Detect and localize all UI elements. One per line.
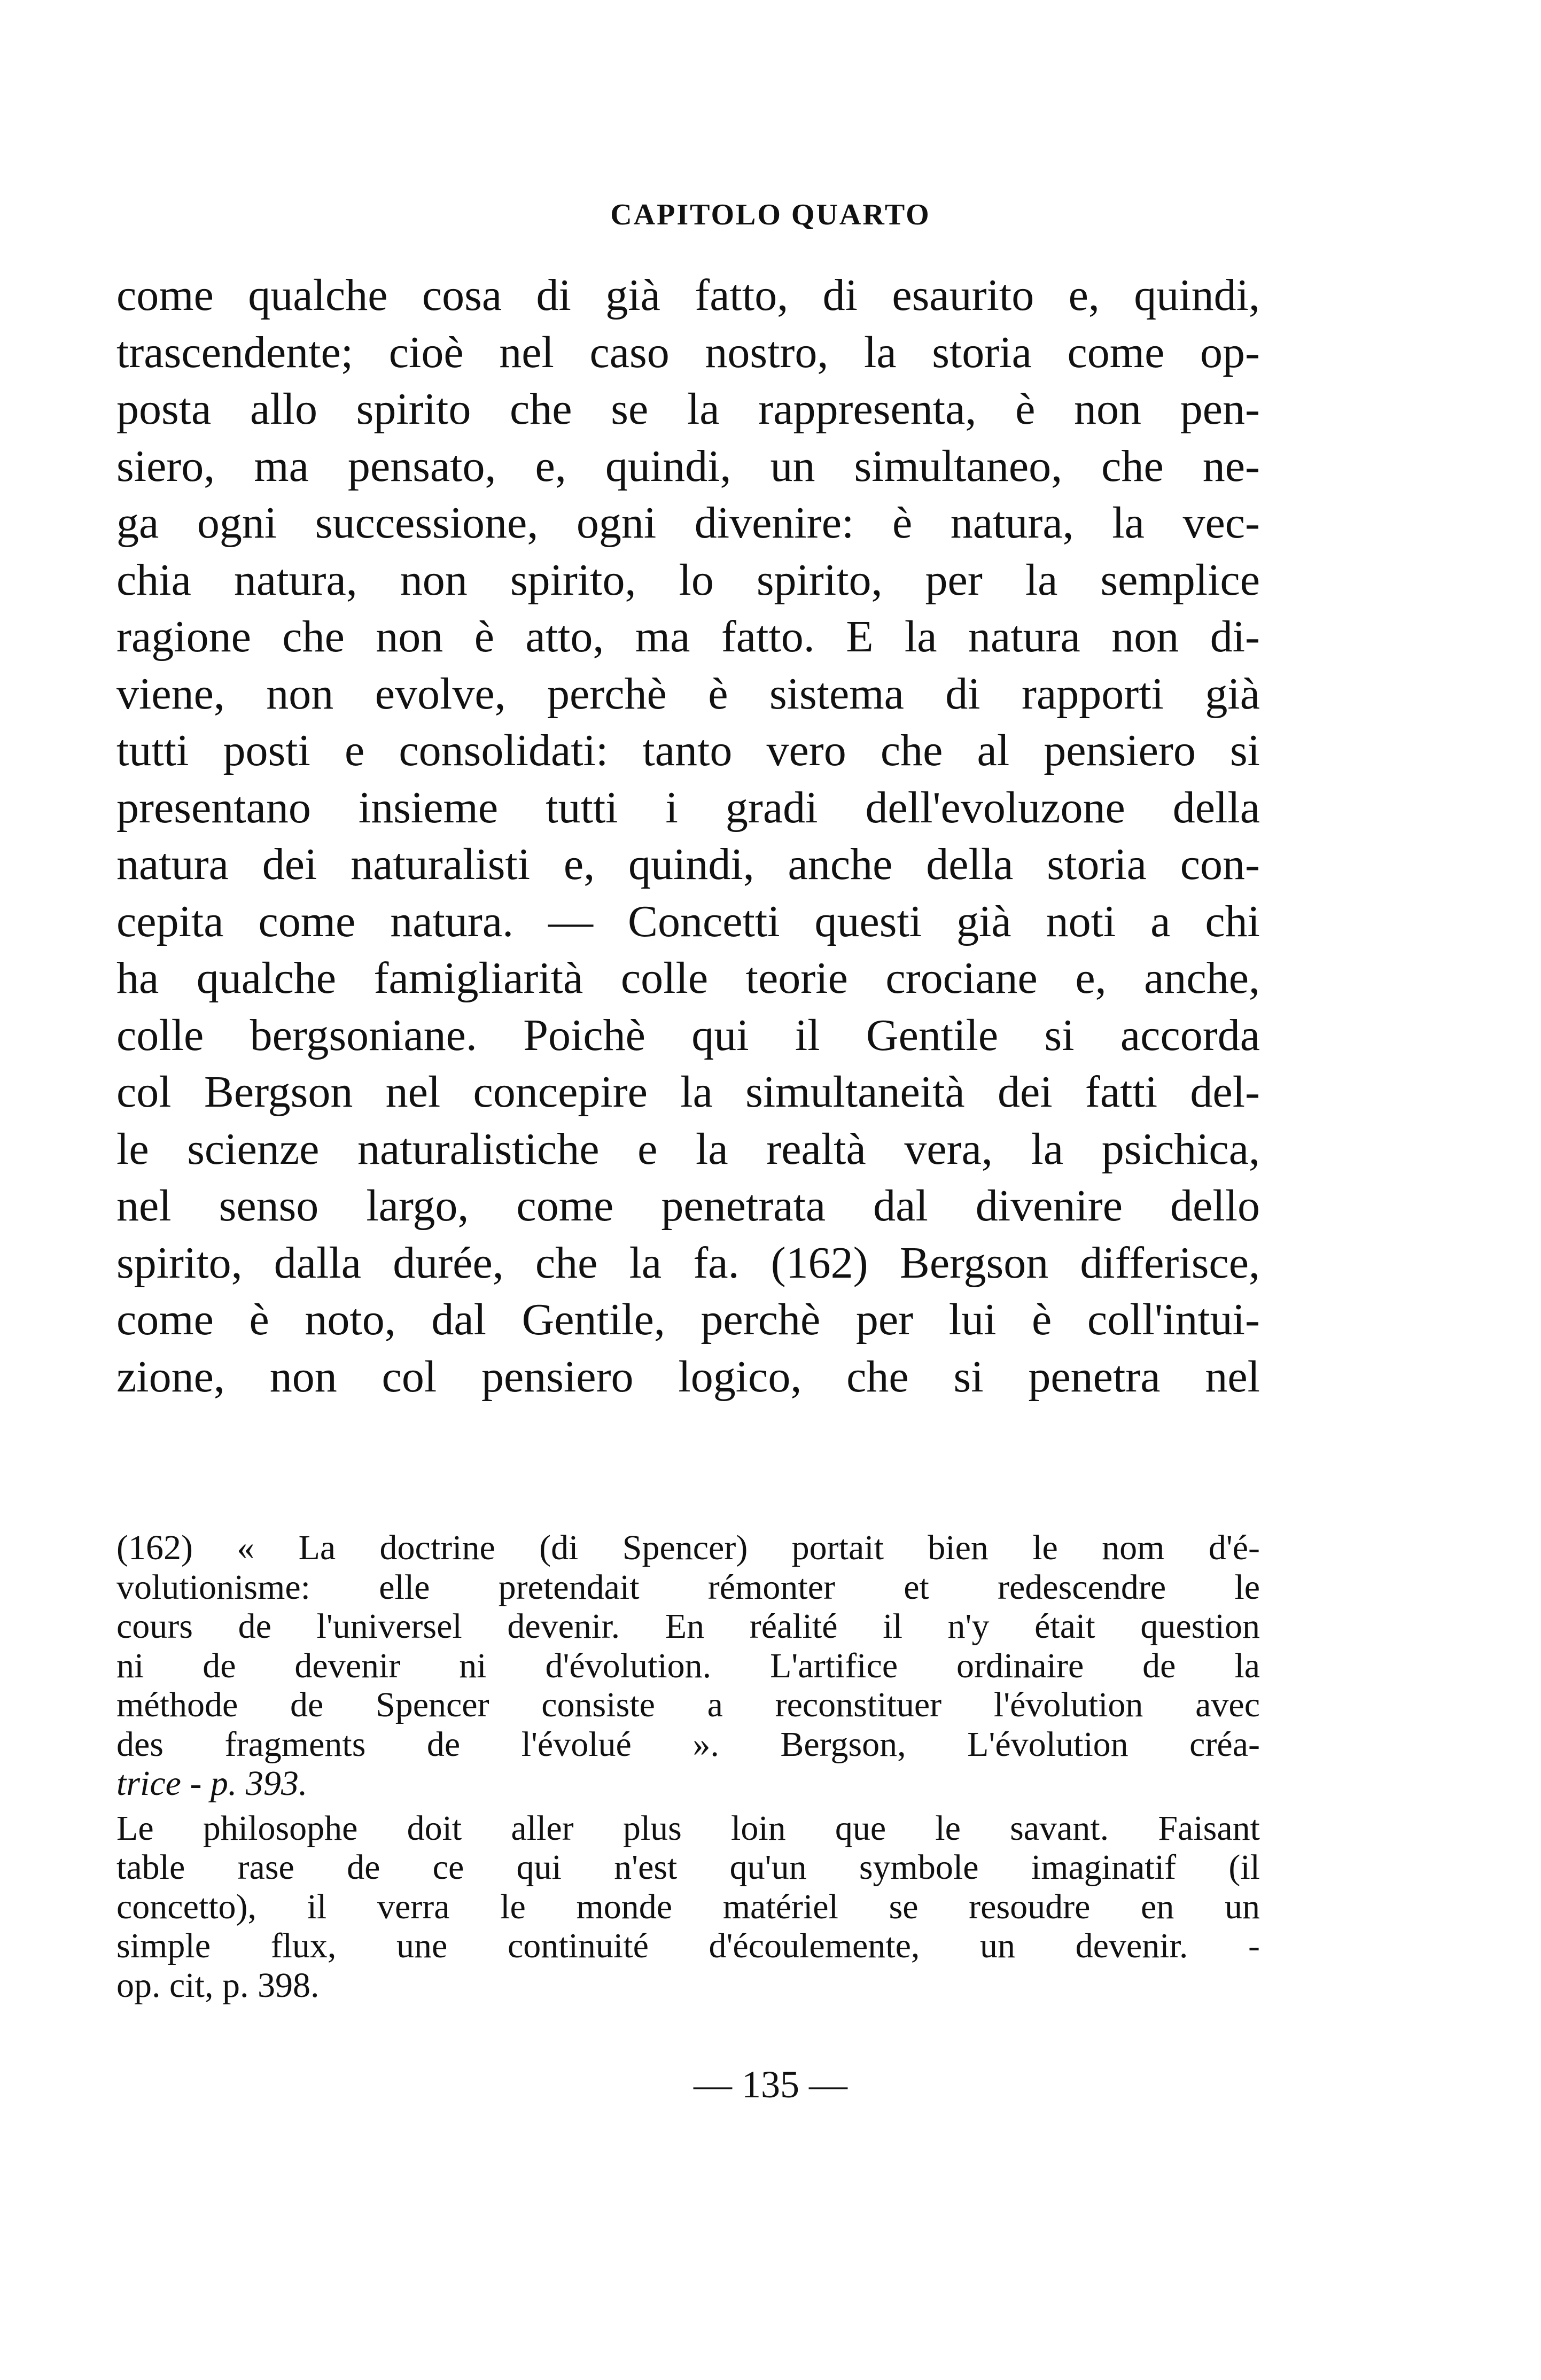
- text-line: colle bergsoniane. Poichè qui il Gentile si accorda: [116, 1010, 1260, 1060]
- text-line: col Bergson nel concepire la simultaneità dei fatti del-: [116, 1067, 1260, 1117]
- footnote-line: trice - p. 393.: [116, 1764, 308, 1803]
- footnote-line: cours de l'universel devenir. En réalité il n'y était question: [116, 1607, 1260, 1646]
- text-line: nel senso largo, come penetrata dal divenire dello: [116, 1181, 1260, 1231]
- page-number: — 135 —: [694, 2063, 847, 2106]
- text-line: chia natura, non spirito, lo spirito, per la semplice: [116, 555, 1260, 605]
- text-line: viene, non evolve, perchè è sistema di rapporti già: [116, 668, 1260, 719]
- footnote-line: Le philosophe doit aller plus loin que le savant. Faisant: [116, 1808, 1260, 1848]
- text-line: trascendente; cioè nel caso nostro, la storia come op-: [116, 327, 1260, 377]
- text-line: come qualche cosa di già fatto, di esaurito e, quindi,: [116, 270, 1260, 320]
- text-line: ragione che non è atto, ma fatto. E la natura non di-: [116, 612, 1260, 662]
- text-line: ha qualche famigliarità colle teorie crociane e, anche,: [116, 953, 1260, 1003]
- footnote-line: (162) « La doctrine (di Spencer) portait bien le nom d'é-: [116, 1528, 1260, 1567]
- text-line: presentano insieme tutti i gradi dell'evoluzone della: [116, 782, 1260, 833]
- text-line: cepita come natura. — Concetti questi già noti a chi: [116, 896, 1260, 946]
- footnotes: [116, 1528, 1260, 2005]
- text-line: zione, non col pensiero logico, che si penetra nel: [116, 1351, 1260, 1402]
- footnote-line: concetto), il verra le monde matériel se resoudre en un: [116, 1887, 1260, 1926]
- text-line: le scienze naturalistiche e la realtà vera, la psichica,: [116, 1124, 1260, 1174]
- footnote-line: simple flux, une continuité d'écoulemente, un devenir. -: [116, 1926, 1260, 1965]
- footnote-line: volutionisme: elle pretendait rémonter et redescendre le: [116, 1567, 1260, 1607]
- text-line: posta allo spirito che se la rappresenta, è non pen-: [116, 384, 1260, 434]
- footnote-line: des fragments de l'évolué ». Bergson, L'évolution créa-: [116, 1724, 1260, 1764]
- footnote-line: ni de devenir ni d'évolution. L'artifice ordinaire de la: [116, 1646, 1260, 1685]
- text-line: siero, ma pensato, e, quindi, un simultaneo, che ne-: [116, 441, 1260, 491]
- footnote-line: table rase de ce qui n'est qu'un symbole imaginatif (il: [116, 1848, 1260, 1887]
- main-text: [116, 267, 1260, 1405]
- text-line: natura dei naturalisti e, quindi, anche della storia con-: [116, 839, 1260, 889]
- footnote-line: op. cit, p. 398.: [116, 1965, 320, 2005]
- text-line: come è noto, dal Gentile, perchè per lui è coll'intui-: [116, 1295, 1260, 1344]
- running-head: CAPITOLO QUARTO: [610, 198, 931, 231]
- text-line: tutti posti e consolidati: tanto vero che al pensiero si: [116, 726, 1260, 775]
- text-line: spirito, dalla durée, che la fa. (162) Bergson differisce,: [116, 1238, 1260, 1288]
- footnote-line: méthode de Spencer consiste a reconstituer l'évolution avec: [116, 1685, 1260, 1724]
- text-line: ga ogni successione, ogni divenire: è natura, la vec-: [116, 498, 1260, 548]
